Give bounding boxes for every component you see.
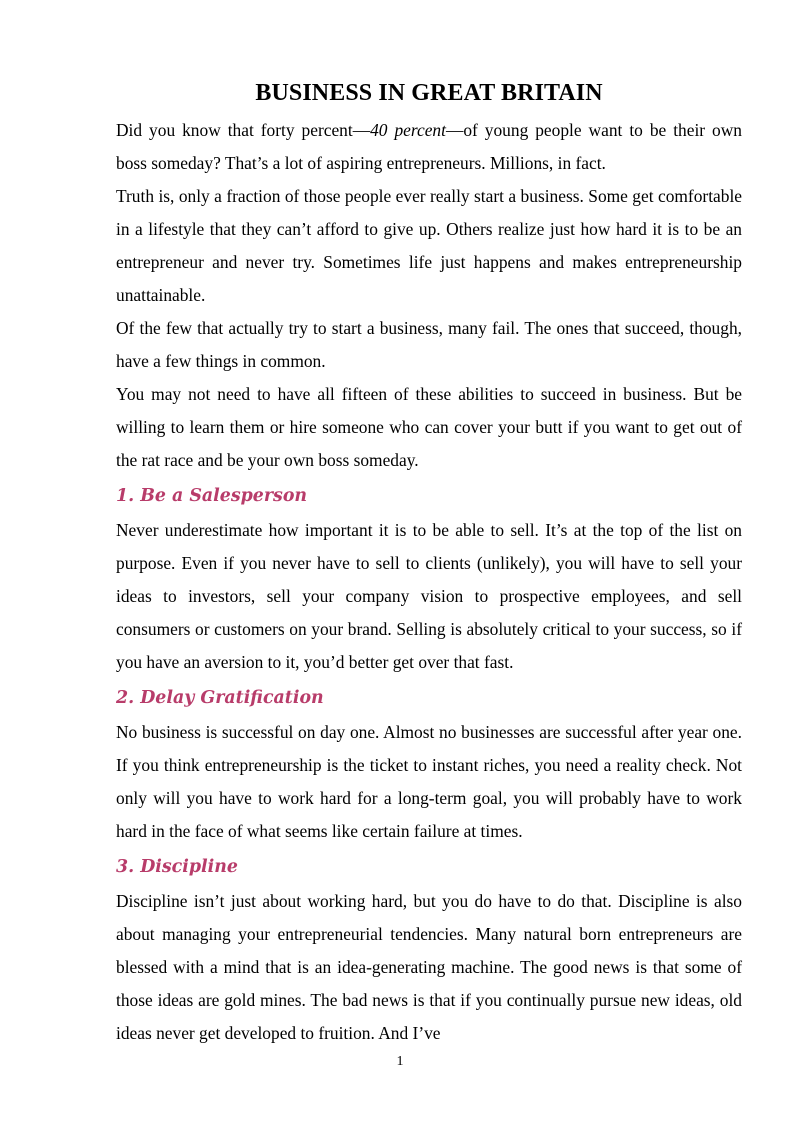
intro-paragraph-1-lead: Did you know that forty percent—	[116, 120, 371, 140]
section-heading-delay-gratification: 2. Delay Gratification	[116, 688, 324, 708]
intro-paragraph-1	[116, 114, 742, 180]
section-body-salesperson: Never underestimate how important it is to be able to sell. It’s at the top of the list on purpose. Even if you never have to sell to clients (unlikely), you will have to sell your ideas to investors, sell your company vision to prospective employees, and sell consumers or customers on your brand. Selling is absolutely critical to your success, so if you have an aversion to it, you’d better get over that fast.	[116, 520, 742, 672]
intro-paragraph-3: Of the few that actually try to start a business, many fail. The ones that succeed, though, have a few things in common.	[116, 318, 742, 371]
intro-paragraph-2: Truth is, only a fraction of those people ever really start a business. Some get comfortable in a lifestyle that they can’t afford to give up. Others realize just how hard it is to be an entrepreneur and never try. Sometimes life just happens and makes entrepreneurship unattainable.	[116, 186, 742, 305]
section-heading-discipline: 3. Discipline	[116, 857, 238, 877]
page-title: BUSINESS IN GREAT BRITAIN	[255, 80, 603, 106]
intro-paragraph-4: You may not need to have all fifteen of these abilities to succeed in business. But be willing to learn them or hire someone who can cover your butt if you want to get out of the rat race and be your own boss someday.	[116, 384, 742, 470]
section-body-delay-gratification: No business is successful on day one. Almost no businesses are successful after year one. If you think entrepreneurship is the ticket to instant riches, you need a reality check. Not only will you have to work hard for a long-term goal, you will probably have to work hard in the face of what seems like certain failure at times.	[116, 722, 742, 841]
page-number: 1	[396, 1054, 404, 1069]
intro-paragraph-1-emphasis: 40 percent	[370, 120, 446, 140]
intro-paragraph-1-rest: —of young people want to be their own boss someday? That’s a lot of aspiring entrepreneurs. Millions, in fact.	[116, 120, 742, 173]
section-heading-salesperson: 1. Be a Salesperson	[116, 486, 308, 506]
section-body-discipline: Discipline isn’t just about working hard, but you do have to do that. Discipline is also about managing your entrepreneurial tendencies. Many natural born entrepreneurs are blessed with a mind that is an idea-generating machine. The good news is that some of those ideas are gold mines. The bad news is that if you continually pursue new ideas, old ideas never get developed to fruition. And I’ve	[116, 891, 742, 1043]
page-content	[116, 76, 742, 1050]
